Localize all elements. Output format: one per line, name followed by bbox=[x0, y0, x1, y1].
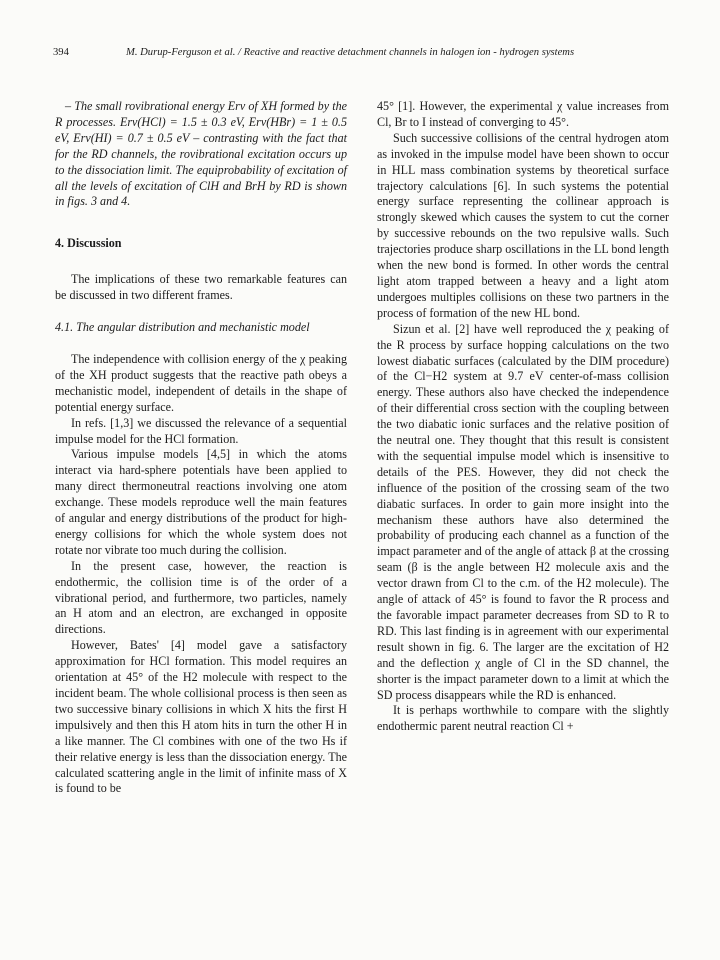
paragraph: Various impulse models [4,5] in which the atoms interact via hard-sphere potentials have been applied to many direct thermoneutral reactions involving one atom exchange. These models reproduce well the main features of angular and energy distributions of the product for high-energy collisions for which the whole system does not rotate nor vibrate too much during the collision. bbox=[55, 447, 347, 557]
paragraph: 45° [1]. However, the experimental χ value increases from Cl, Br to I instead of converging to 45°. bbox=[377, 99, 669, 129]
paragraph: The implications of these two remarkable features can be discussed in two different frames. bbox=[55, 272, 347, 303]
section-heading: 4. Discussion bbox=[55, 236, 122, 251]
paragraph: However, Bates' [4] model gave a satisfactory approximation for HCl formation. This model requires an orientation at 45° of the H2 molecule with respect to the incident beam. The whole collisional process is then seen as two successive binary collisions in which X hits the first H impulsively and then this H atom hits in turn the other H in a like manner. The Cl combines with one of the two Hs if their relative energy is less than the dissociation energy. The calculated scattering angle in the limit of infinite mass of X is found to be bbox=[55, 638, 347, 796]
paragraph: In the present case, however, the reaction is endothermic, the collision time is of the order of a vibrational period, and furthermore, two particles, namely an H atom and an electron, are exchanged in opposite directions. bbox=[55, 558, 347, 637]
paragraph: Such successive collisions of the central hydrogen atom as invoked in the impulse model have been shown to occur in HLL mass combination systems by theoretical surface trajectory calculations [6]. In such systems the potential energy surface representing the collinear approach is strongly skewed which causes the system to cut the corner by successive rebounds on the two repulsive walls. Such trajectories produce sharp oscillations in the LL bond length when the new bond is formed. In other words the central light atom trapped between a heavy and a light atom undergoes multiples collisions on these two partners in the process of formation of the new HL bond. bbox=[377, 130, 669, 320]
paragraph: – The small rovibrational energy Erv of XH formed by the R processes. Erv(HCl) = 1.5 ± 0.3 eV, Erv(HBr) = 1 ± 0.5 eV, Erv(HI) = 0.7 ± 0.5 eV – contrasting with the fact that for the RD channels, the rovibrational excitation occurs up to the dissociation limit. The equiprobability of excitation of all the levels of excitation of ClH and BrH by RD is shown in figs. 3 and 4. bbox=[55, 99, 347, 209]
running-head-title: M. Durup-Ferguson et al. / Reactive and reactive detachment channels in halogen ion - hydrogen systems bbox=[126, 47, 575, 58]
paragraph: Sizun et al. [2] have well reproduced the χ peaking of the R process by surface hopping calculations on the two lowest diabatic surfaces (calculated by the DIM procedure) of the Cl−H2 system at 9.7 eV center-of-mass collision energy. These authors also have checked the independence of their differential cross section with the coupling between the two diabatic ionic surfaces and the relative position of the neutral one. They thought that this result is consistent with the sequential impulse model which is insensitive to details of the PES. However, they did not check the influence of the position of the crossing seam of the two diabatic surfaces. In order to gain more insight into the mechanism these authors have also determined the probability of producing each channel as a function of the impact parameter and of the angle of attack β at the crossing seam (β is the angle between H2 molecule axis and the vector drawn from Cl to the c.m. of the H2 molecule). The angle of attack of 45° is found to favor the R process and the favorable impact parameter decreases from SD to R to RD. This last finding is in agreement with our experimental result shown in fig. 6. The larger are the excitation of H2 and the deflection χ angle of Cl in the SD channel, the shorter is the impact parameter down to a limit at which the SD process disappears while the RD is enhanced. bbox=[377, 321, 669, 702]
paragraph: In refs. [1,3] we discussed the relevance of a sequential impulse model for the HCl formation. bbox=[55, 415, 347, 446]
right-column bbox=[377, 99, 669, 735]
page-number: 394 bbox=[53, 47, 69, 58]
subsection-heading: 4.1. The angular distribution and mechanistic model bbox=[55, 320, 310, 335]
paragraph: It is perhaps worthwhile to compare with the slightly endothermic parent neutral reaction Cl + bbox=[377, 703, 669, 734]
left-column bbox=[55, 99, 347, 797]
paragraph: The independence with collision energy of the χ peaking of the XH product suggests that the reactive path obeys a mechanistic model, independent of details in the shape of potential energy surface. bbox=[55, 351, 347, 414]
